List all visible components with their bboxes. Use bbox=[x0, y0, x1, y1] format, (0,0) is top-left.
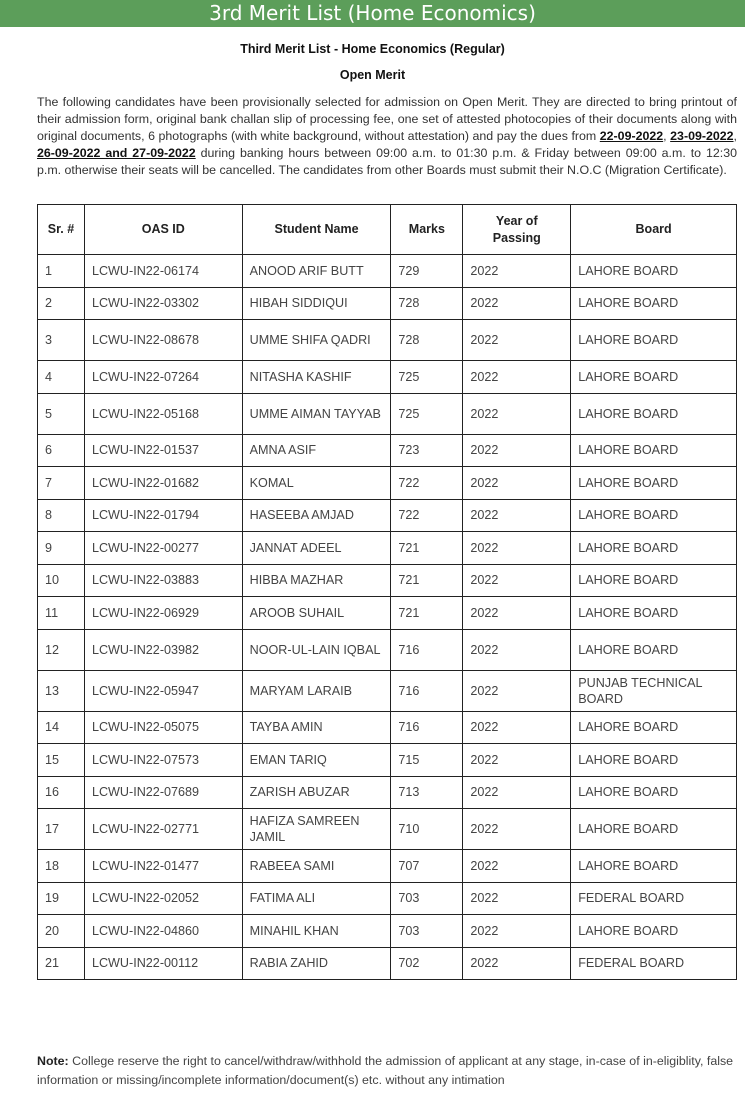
cell-board: LAHORE BOARD bbox=[571, 467, 737, 500]
cell-student-name: HIBAH SIDDIQUI bbox=[242, 287, 391, 320]
table-row bbox=[38, 947, 737, 980]
table-row bbox=[38, 915, 737, 948]
cell-marks: 716 bbox=[391, 629, 463, 670]
cell-marks: 729 bbox=[391, 255, 463, 288]
intro-text: The following candidates have been provisionally selected for admission on Open Merit. They are directed to bring printout of their admission form, original bank challan slip of processing fee, one set of attested photocopies of their documents along with original documents, 6 photographs (with white background, without attestation) and pay the dues from bbox=[37, 95, 737, 143]
cell-marks: 715 bbox=[391, 744, 463, 777]
cell-marks: 721 bbox=[391, 532, 463, 565]
cell-year: 2022 bbox=[463, 882, 571, 915]
table-row bbox=[38, 361, 737, 394]
header-marks: Marks bbox=[391, 205, 463, 255]
date-3: 26-09-2022 and 27-09-2022 bbox=[37, 145, 196, 160]
cell-oas-id: LCWU-IN22-03883 bbox=[84, 564, 242, 597]
cell-student-name: EMAN TARIQ bbox=[242, 744, 391, 777]
table-row bbox=[38, 434, 737, 467]
cell-year: 2022 bbox=[463, 670, 571, 711]
cell-sr: 6 bbox=[38, 434, 85, 467]
merit-list-table bbox=[37, 204, 737, 980]
table-row bbox=[38, 776, 737, 809]
cell-marks: 722 bbox=[391, 467, 463, 500]
cell-oas-id: LCWU-IN22-07264 bbox=[84, 361, 242, 394]
cell-oas-id: LCWU-IN22-01537 bbox=[84, 434, 242, 467]
cell-board: LAHORE BOARD bbox=[571, 776, 737, 809]
cell-year: 2022 bbox=[463, 255, 571, 288]
cell-sr: 17 bbox=[38, 809, 85, 850]
cell-board: LAHORE BOARD bbox=[571, 320, 737, 361]
cell-year: 2022 bbox=[463, 287, 571, 320]
cell-year: 2022 bbox=[463, 434, 571, 467]
cell-board: LAHORE BOARD bbox=[571, 361, 737, 394]
cell-oas-id: LCWU-IN22-03302 bbox=[84, 287, 242, 320]
cell-student-name: ANOOD ARIF BUTT bbox=[242, 255, 391, 288]
merit-category: Open Merit bbox=[339, 68, 406, 82]
table-row bbox=[38, 744, 737, 777]
cell-student-name: JANNAT ADEEL bbox=[242, 532, 391, 565]
cell-year: 2022 bbox=[463, 532, 571, 565]
date-1: 22-09-2022 bbox=[599, 128, 664, 143]
cell-marks: 707 bbox=[391, 850, 463, 883]
cell-oas-id: LCWU-IN22-04860 bbox=[84, 915, 242, 948]
cell-student-name: TAYBA AMIN bbox=[242, 711, 391, 744]
cell-sr: 16 bbox=[38, 776, 85, 809]
cell-year: 2022 bbox=[463, 597, 571, 630]
cell-student-name: MARYAM LARAIB bbox=[242, 670, 391, 711]
table-row bbox=[38, 629, 737, 670]
cell-year: 2022 bbox=[463, 776, 571, 809]
cell-board: LAHORE BOARD bbox=[571, 564, 737, 597]
cell-marks: 728 bbox=[391, 320, 463, 361]
cell-sr: 19 bbox=[38, 882, 85, 915]
cell-board: LAHORE BOARD bbox=[571, 287, 737, 320]
cell-oas-id: LCWU-IN22-02771 bbox=[84, 809, 242, 850]
cell-marks: 721 bbox=[391, 597, 463, 630]
cell-marks: 703 bbox=[391, 882, 463, 915]
note-text: College reserve the right to cancel/withdraw/withhold the admission of applicant at any stage, in-case of in-eligiblity, false information or missing/incomplete information/document(s) etc. without any intimation bbox=[37, 1054, 734, 1087]
cell-marks: 723 bbox=[391, 434, 463, 467]
cell-marks: 716 bbox=[391, 711, 463, 744]
table-row bbox=[38, 670, 737, 711]
cell-student-name: NITASHA KASHIF bbox=[242, 361, 391, 394]
page-banner: 3rd Merit List (Home Economics) bbox=[0, 0, 745, 27]
table-row bbox=[38, 597, 737, 630]
cell-sr: 15 bbox=[38, 744, 85, 777]
cell-sr: 1 bbox=[38, 255, 85, 288]
cell-year: 2022 bbox=[463, 850, 571, 883]
date-2: 23-09-2022 bbox=[670, 128, 734, 143]
cell-marks: 716 bbox=[391, 670, 463, 711]
cell-sr: 20 bbox=[38, 915, 85, 948]
cell-year: 2022 bbox=[463, 809, 571, 850]
cell-year: 2022 bbox=[463, 320, 571, 361]
cell-sr: 21 bbox=[38, 947, 85, 980]
cell-oas-id: LCWU-IN22-01477 bbox=[84, 850, 242, 883]
cell-board: LAHORE BOARD bbox=[571, 850, 737, 883]
cell-marks: 721 bbox=[391, 564, 463, 597]
cell-board: LAHORE BOARD bbox=[571, 499, 737, 532]
cell-sr: 2 bbox=[38, 287, 85, 320]
cell-oas-id: LCWU-IN22-01682 bbox=[84, 467, 242, 500]
cell-board: LAHORE BOARD bbox=[571, 255, 737, 288]
cell-marks: 728 bbox=[391, 287, 463, 320]
cell-sr: 7 bbox=[38, 467, 85, 500]
cell-oas-id: LCWU-IN22-02052 bbox=[84, 882, 242, 915]
cell-sr: 13 bbox=[38, 670, 85, 711]
cell-student-name: RABIA ZAHID bbox=[242, 947, 391, 980]
cell-student-name: HIBBA MAZHAR bbox=[242, 564, 391, 597]
cell-marks: 710 bbox=[391, 809, 463, 850]
cell-board: LAHORE BOARD bbox=[571, 809, 737, 850]
header-student-name: Student Name bbox=[242, 205, 391, 255]
cell-marks: 703 bbox=[391, 915, 463, 948]
cell-sr: 9 bbox=[38, 532, 85, 565]
table-row bbox=[38, 320, 737, 361]
cell-student-name: UMME SHIFA QADRI bbox=[242, 320, 391, 361]
table-header-row bbox=[38, 205, 737, 255]
cell-student-name: NOOR-UL-LAIN IQBAL bbox=[242, 629, 391, 670]
cell-student-name: AROOB SUHAIL bbox=[242, 597, 391, 630]
cell-student-name: HAFIZA SAMREEN JAMIL bbox=[242, 809, 391, 850]
cell-oas-id: LCWU-IN22-05168 bbox=[84, 393, 242, 434]
cell-marks: 725 bbox=[391, 361, 463, 394]
cell-oas-id: LCWU-IN22-07573 bbox=[84, 744, 242, 777]
cell-oas-id: LCWU-IN22-06929 bbox=[84, 597, 242, 630]
cell-board: FEDERAL BOARD bbox=[571, 882, 737, 915]
cell-year: 2022 bbox=[463, 711, 571, 744]
cell-student-name: UMME AIMAN TAYYAB bbox=[242, 393, 391, 434]
cell-oas-id: LCWU-IN22-00112 bbox=[84, 947, 242, 980]
cell-board: LAHORE BOARD bbox=[571, 629, 737, 670]
cell-oas-id: LCWU-IN22-05075 bbox=[84, 711, 242, 744]
cell-sr: 3 bbox=[38, 320, 85, 361]
cell-year: 2022 bbox=[463, 744, 571, 777]
cell-year: 2022 bbox=[463, 499, 571, 532]
header-sr: Sr. # bbox=[38, 205, 85, 255]
cell-oas-id: LCWU-IN22-00277 bbox=[84, 532, 242, 565]
cell-board: FEDERAL BOARD bbox=[571, 947, 737, 980]
table-row bbox=[38, 850, 737, 883]
cell-marks: 702 bbox=[391, 947, 463, 980]
cell-sr: 11 bbox=[38, 597, 85, 630]
cell-board: LAHORE BOARD bbox=[571, 915, 737, 948]
cell-marks: 713 bbox=[391, 776, 463, 809]
cell-year: 2022 bbox=[463, 361, 571, 394]
table-row bbox=[38, 809, 737, 850]
table-row bbox=[38, 711, 737, 744]
table-row bbox=[38, 255, 737, 288]
cell-student-name: HASEEBA AMJAD bbox=[242, 499, 391, 532]
cell-student-name: AMNA ASIF bbox=[242, 434, 391, 467]
cell-sr: 14 bbox=[38, 711, 85, 744]
header-oas-id: OAS ID bbox=[84, 205, 242, 255]
cell-student-name: ZARISH ABUZAR bbox=[242, 776, 391, 809]
cell-sr: 8 bbox=[38, 499, 85, 532]
table-row bbox=[38, 882, 737, 915]
header-year-of-passing: Year of Passing bbox=[463, 205, 571, 255]
intro-paragraph bbox=[37, 94, 737, 179]
note-paragraph bbox=[37, 1052, 737, 1090]
cell-sr: 18 bbox=[38, 850, 85, 883]
cell-board: LAHORE BOARD bbox=[571, 711, 737, 744]
cell-board: LAHORE BOARD bbox=[571, 597, 737, 630]
table-row bbox=[38, 564, 737, 597]
cell-oas-id: LCWU-IN22-01794 bbox=[84, 499, 242, 532]
cell-board: LAHORE BOARD bbox=[571, 393, 737, 434]
cell-oas-id: LCWU-IN22-08678 bbox=[84, 320, 242, 361]
table-row bbox=[38, 499, 737, 532]
table-row bbox=[38, 393, 737, 434]
cell-board: LAHORE BOARD bbox=[571, 744, 737, 777]
cell-board: PUNJAB TECHNICAL BOARD bbox=[571, 670, 737, 711]
cell-board: LAHORE BOARD bbox=[571, 434, 737, 467]
cell-sr: 4 bbox=[38, 361, 85, 394]
cell-student-name: FATIMA ALI bbox=[242, 882, 391, 915]
cell-marks: 725 bbox=[391, 393, 463, 434]
note-label: Note: bbox=[37, 1054, 69, 1068]
separator-1: , bbox=[663, 128, 671, 143]
cell-year: 2022 bbox=[463, 629, 571, 670]
cell-oas-id: LCWU-IN22-03982 bbox=[84, 629, 242, 670]
table-row bbox=[38, 467, 737, 500]
document-title: Third Merit List - Home Economics (Regular) bbox=[240, 42, 505, 56]
cell-student-name: MINAHIL KHAN bbox=[242, 915, 391, 948]
cell-oas-id: LCWU-IN22-05947 bbox=[84, 670, 242, 711]
cell-oas-id: LCWU-IN22-07689 bbox=[84, 776, 242, 809]
header-board: Board bbox=[571, 205, 737, 255]
separator-2: , bbox=[733, 128, 737, 143]
cell-sr: 5 bbox=[38, 393, 85, 434]
cell-year: 2022 bbox=[463, 915, 571, 948]
cell-oas-id: LCWU-IN22-06174 bbox=[84, 255, 242, 288]
cell-year: 2022 bbox=[463, 393, 571, 434]
cell-year: 2022 bbox=[463, 564, 571, 597]
cell-year: 2022 bbox=[463, 467, 571, 500]
cell-student-name: KOMAL bbox=[242, 467, 391, 500]
cell-sr: 10 bbox=[38, 564, 85, 597]
intro-text-end: during banking hours between 09:00 a.m. to 01:30 p.m. & Friday between 09:00 a.m. to 12:30 p.m. otherwise their seats will be cancelled. The candidates from other Boards must submit their N.O.C (Migration Certificate). bbox=[37, 145, 737, 177]
cell-sr: 12 bbox=[38, 629, 85, 670]
cell-year: 2022 bbox=[463, 947, 571, 980]
cell-student-name: RABEEA SAMI bbox=[242, 850, 391, 883]
table-row bbox=[38, 532, 737, 565]
cell-board: LAHORE BOARD bbox=[571, 532, 737, 565]
table-row bbox=[38, 287, 737, 320]
cell-marks: 722 bbox=[391, 499, 463, 532]
